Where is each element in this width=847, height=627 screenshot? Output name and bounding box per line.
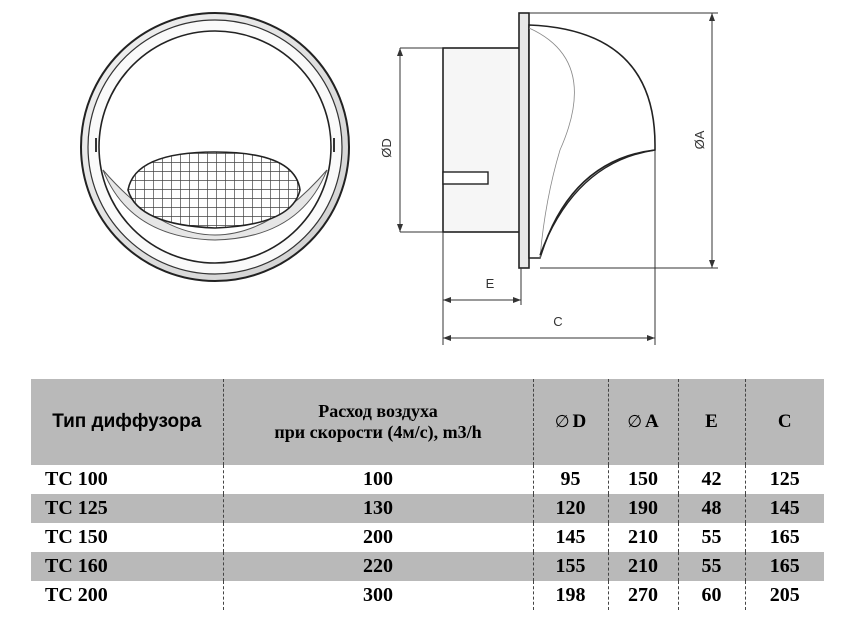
table-header-row [31,379,824,465]
cell-flow: 130 [223,494,533,523]
cell-a: 150 [608,465,678,494]
cell-c: 125 [745,465,824,494]
cell-c: 165 [745,552,824,581]
header-d [533,379,608,465]
cell-c: 205 [745,581,824,610]
header-c: C [745,379,824,465]
cell-e: 60 [678,581,745,610]
diameter-symbol: ∅ [627,412,643,432]
header-flow-line2: при скорости (4м/с), m3/h [274,422,482,442]
cell-d: 145 [533,523,608,552]
diameter-symbol: ∅ [554,412,570,432]
cell-a: 210 [608,552,678,581]
cell-type: TC 100 [45,468,108,490]
cell-type: TC 200 [45,584,108,606]
header-e: E [678,379,745,465]
cell-c: 165 [745,523,824,552]
cell-d: 155 [533,552,608,581]
cell-d: 198 [533,581,608,610]
spec-table [31,379,824,610]
cell-flow: 100 [223,465,533,494]
table-row [31,581,824,610]
dimension-label-e: E [485,276,495,291]
cell-d: 95 [533,465,608,494]
dimension-label-a: ØA [692,130,707,150]
cell-e: 42 [678,465,745,494]
table-row [31,552,824,581]
cell-type: TC 125 [45,497,108,519]
cell-e: 55 [678,552,745,581]
mesh-grille [128,152,300,228]
header-flow-line1: Расход воздуха [318,401,438,421]
header-type: Тип диффузора [52,411,202,432]
cell-e: 48 [678,494,745,523]
header-flow [223,379,533,465]
diffuser-side-view [397,13,718,345]
cell-flow: 220 [223,552,533,581]
dimension-label-d: ØD [379,138,394,158]
cell-type: TC 160 [45,555,108,577]
header-d-label: D [572,411,587,432]
cell-a: 190 [608,494,678,523]
cell-flow: 300 [223,581,533,610]
cell-a: 270 [608,581,678,610]
diffuser-front-view [81,13,349,281]
cell-e: 55 [678,523,745,552]
cell-c: 145 [745,494,824,523]
header-a [608,379,678,465]
cell-d: 120 [533,494,608,523]
cell-a: 210 [608,523,678,552]
cell-flow: 200 [223,523,533,552]
table-row [31,465,824,494]
table-row [31,494,824,523]
table-row [31,523,824,552]
dimension-label-c: C [553,314,563,329]
header-a-label: A [645,411,659,432]
cell-type: TC 150 [45,526,108,548]
